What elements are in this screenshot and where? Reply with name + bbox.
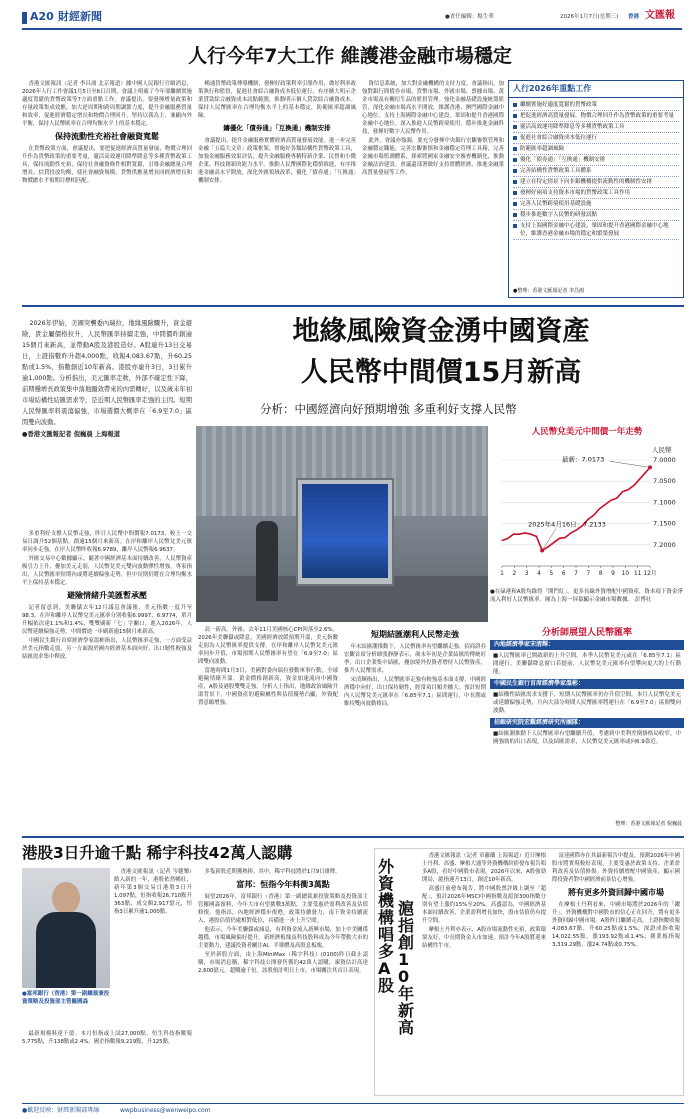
header-rule [22,28,682,30]
chart-point [501,540,502,541]
pboc-task-text: 建立在特定情景下向非銀機構提供流動性的機制性安排 [520,179,653,185]
analyst-box [490,626,684,830]
divider-1 [22,305,684,307]
analyst-view: ■結匯潮推動下人民幣匯率有望繼續升值，考慮到中美利差倒掛格局收窄，中國強勁的出口表現，以及結匯需求，人民幣兌美元匯率或向6.9靠近。 [493,731,681,745]
story2-body-col2 [198,626,338,830]
story2-body1d: 中國民生銀行首席經濟學家溫彬指出，人民幣匯率走強，一方面受益於美元指數走弱，另一方面源於國內經濟基本面向好、出口韌性較強及結匯需求集中釋放。 [22,638,192,660]
chart-x-tick: 5 [549,571,554,577]
story4-col2 [552,852,680,1092]
pboc-task-text: 防範匯率超調風險 [520,146,565,152]
story4-col1 [422,852,546,1092]
story1-col2b-text: 會議提出，提升金融服務實體經濟高質量發展效能。進一步完善金融「五篇大文章」政策框架，實施好各類結構性貨幣政策工具，加強金融服務效果評估，提升金融服務專精特新企業、民營和小微企業、科技創新的能力水平。推動人民幣國際化穩慎推進，有序推進金融高水平開放，深化外匯領域改革，優化「債券通」「互換通」機制安排。 [198,138,356,184]
chart-y-tick: 7.0000 [653,456,676,464]
story1-col3b-text: 此外，會議亦強調，要充分發揮中央銀行宏觀審慎管理和金融穩定職能，完善宏觀審慎和金融穩定管理工具箱，完善金融市場監測體系，探索將國家金融安全審查機制化，推動金融法治建設。會議還部署做好支持實體經濟、推進金融業高質量發展等工作。 [362,138,504,176]
chart-y-tick: 7.1500 [653,519,676,528]
chart-point [639,478,640,479]
issue-date: 2026年1月7日(星期三) [560,14,619,20]
bullet-icon [513,213,517,217]
pboc-task-text: 繼續實施好適度寬鬆的貨幣政策 [520,102,598,108]
pboc-task-item [513,133,679,144]
story3-photo-caption: ●富邦銀行（香港）第一副總裁兼投資策略及投資部主管羅國森 [22,991,110,1005]
chart-x-tick: 3 [524,571,529,577]
story3-subhead: 富邦：恒指今年料衝3萬點 [236,880,330,889]
chart-point [633,485,634,486]
chart-point [565,537,566,538]
story2-body-col3 [344,626,486,830]
rmb-chart [490,426,684,586]
chart-svg [490,438,684,586]
editor-credit: ●責任編輯：楊生華 [445,14,494,20]
chart-annotation-line [542,528,556,550]
pboc-task-text: 靈活高效運用降準降息等多種貨幣政策工具 [520,124,625,130]
chart-x-tick: 7 [574,571,578,577]
photo-caption: ●在碌港和A股均錄得「開門紅」。更多長線外資增配中國資產，資本項下資金淨流入利好人民幣匯率。圖為上海一屏幕顯示金融市場數據。 彭博社 [490,589,683,603]
chart-x-tick: 1 [500,571,504,577]
story1-subhead-2: 鑄優化「債券通」「互換通」機制安排 [223,124,331,132]
page-number: A20 [30,10,54,23]
chart-title: 人民幣兌美元中間價一年走勢 [531,427,643,437]
chart-y-tick: 7.2000 [653,540,676,549]
chart-point [536,536,537,537]
pboc-task-item [513,210,679,221]
story3-col1 [22,1030,192,1096]
bullet-icon [513,224,517,228]
chart-y-tick: 7.0500 [653,477,676,486]
chart-annotation-line [610,461,650,467]
story4-col1-text: 高盛日前發布報告，將中國股票評級上調至「超配」，預計2026年MSCI中國指數及滬深300指數分別有望上漲約15%至20%。高盛認為，中國經濟基本面持續改善，企業盈利增長加快，股市估值仍有提升空間。 [422,886,546,924]
pboc-task-text: 支持上海國際金融中心建設，鞏固和提升香港國際金融中心地位，維護香港金融市場的穩定和繁榮發展 [520,223,669,237]
chart-series-line [502,467,650,550]
pboc-task-text: 發揮好兩項支持資本市場的貨幣政策工具作用 [520,190,631,196]
pboc-task-text: 把促進經濟高質量發展、物價合理回升作為貨幣政策的重要考量 [520,113,675,119]
chart-point [593,515,594,516]
bullet-icon [513,114,517,118]
story3-col2-text: 至於新股方面，由上海MiniMax（稀宇科技）(0100)昨日截止認購，市場消息稱，稀宇科技公開發售獲約42萬人認購，凍資估計高達2,600億元，超購逾千倍。該股預計明日上市，市場關注其首日表現。 [198,952,368,974]
pboc-task-item [513,144,679,155]
story2-subtitle: 分析：中國經濟向好預期增強 多重利好支撐人民幣 [260,402,517,416]
story3-col1-text: 最新規模料達千億。本月恒指或上試27,000點。恒生科技指數報5,775點，升138點或2.4%。國企指數報9,219點，升125點。 [22,1031,192,1045]
chart-point [576,529,577,530]
story2-headline-1: 地緣風險資金湧中國資產 [292,316,590,347]
story4-headline-left: 外資機構唱多A股 [378,858,395,994]
analyst-box-rows [490,640,684,749]
chart-annotation-low: 2025年4月16日：7.2133 [528,520,606,529]
pboc-task-item [513,221,679,240]
chart-point [570,532,571,533]
pboc-task-item [513,111,679,122]
story4-col2-text: 富達國際亦在其最新報告中提及，預測2026年中國股市將實現較好表現，主要受惠於政策支持、企業盈利改善及估值修復。外資持續增配中國資產，顯示國際投資者對中國經濟前景信心增強。 [552,853,680,883]
story4-lead: 香港文匯報訊（記者 章蘿蘭 上海報道）近日摩根士丹利、高盛、摩根大通等外資機構紛紛發布報告唱多A股，看好中國股市表現。2026年以來，A股強勁開局，滬指連升13日，創近10年新高。 [422,853,546,883]
story3-col2 [198,868,368,1096]
photo-billboard-screen [302,484,388,578]
chart-low-marker [540,548,544,552]
story3-col2b-text: 多隻新股近期獲熱捧。其中，稀宇科技將於1月9日掛牌。 [204,869,341,875]
story1-col3-text: 資信息系統，加大對金融機構的支持力度。會議指出，加強對銀行間債券市場、貨幣市場、外匯市場、票據市場、黃金市場及有關衍生品的監督管理。強化金融基礎設施統籌監管，深化金融市場高水平開放，維護香港、澳門國際金融中心地位，支持上海國際金融中心建設，鞏固和提升香港國際金融中心地位。深入推進人民幣跨境使用，穩步推進金融科技，發揮好數字人民幣作用。 [362,81,504,135]
chart-point [559,538,560,539]
chart-point [513,534,514,535]
news-photo [196,426,488,622]
story2-lede-text: 2026年伊始，美國突襲委內瑞拉，地緣風險驟升，資金避險，貴金屬價格拉升，人民幣匯率持續走強，中間價昨創逾15個月來新高，並帶動A股及港股造好。A股連升13日交易日，上證指數昨升超4,000點，收報4,083.67點，升60.25點或1.5%，指數創近10年新高。港股亦連升3日，3日累升逾1,000點。分析指出，美元匯率走軟，外部不確定性下降，前期穩增長政策集中落地顯效帶來的內需轉好，以及歲末年初市場結構性結匯需求等，是近期人民幣匯率走強的主因。短期人民幣匯率料震蕩偏強，市場選價大概率在「6.9至7.0」區間雙向波動。 [22,320,192,426]
story2-lede [22,318,192,523]
pboc-task-text: 完善人民幣跨境使用基礎設施 [520,201,592,207]
pboc-task-item [513,188,679,199]
pboc-task-text: 促進社會綜合融資成本低位運行 [520,135,598,141]
pboc-task-text: 優化「債券通」「互換通」機制安排 [520,157,606,163]
analyst-name: 內地經濟學家宋清輝： [490,640,684,650]
chart-point [622,491,623,492]
bullet-icon [513,103,517,107]
story2-body3b: 宋清輝指出，人民幣匯率走強有較強基本面支撐，中國經濟穩中向好，出口保持韌性，經常項目順差擴大。預計短期內人民幣兌美元匯率在「6.85至7.1」區間運行，中長期或維持雙向波動格局。 [344,677,486,707]
story3-lead-text: 香港文匯報訊（記者 岑健樂）踏入新的一年，港股依然暢旺，新年第3個交易日港股3日升1,097點，恒指收報26,710點升363點，成交額2,917億元，恒指3日累升逾1,000點。 [114,869,192,915]
chart-point [610,500,611,501]
chart-x-tick: 4 [537,571,541,577]
story1-col1-text: 香港文匯報訊（記者 李昌鴻 北京報道）據中國人民銀行官網消息，2026年人行工作會議1月5日至6日召開，會議上明確了今年要繼續實施適度寬鬆的貨幣政策等7方面重點工作。會議提出，要發揮增量政策和存量政策集成效應，加大逆周期和跨周期調節力度，提升金融服務質量和效率，促進經濟穩定增長和物價合理回升，堅持以我為主、兼顧內外平衡，保持人民幣匯率在合理均衡水平上的基本穩定。 [22,81,192,127]
story2-subhead-b: 短期結匯潮利人民幣走強 [371,630,459,639]
chart-point [599,508,600,509]
story2-body3: 年末結匯潮推動下，人民幣匯率有望繼續走強。招商證券宏觀首席分析師張靜靜表示，歲末年初是企業結匯的傳統旺季，出口企業集中結匯，疊加境外投資者增持人民幣資產，推升人民幣需求。 [344,644,486,674]
story2-body2: 高一新高。外匯、去年11月美國核心CPI回落至2.6%。2026年美聯儲或降息，美國經濟放緩預期升溫，美元指數走弱為人民幣匯率提供支撐。在岸和離岸人民幣兌美元匯率同步升值，市場預期人民幣匯率有望在「6.9至7.0」區間雙向波動。 [198,627,338,665]
bullet-icon [513,202,517,206]
analyst-box-title: 分析師展望人民幣匯率 [541,628,632,638]
pboc-task-text: 穩步推進數字人民幣的研發試點 [520,212,598,218]
pboc-tasks-title: 人行2026年重點工作 [509,81,683,98]
footer-rule [22,1103,684,1104]
pboc-task-text: 完善結構性貨幣政策工具體系 [520,168,592,174]
page-header [0,0,700,34]
photo-head [52,882,80,914]
pboc-task-item [513,100,679,111]
chart-x-tick: 7 [586,571,591,577]
bullet-icon [513,191,517,195]
chart-x-tick: 12月 [643,571,657,577]
story3-photo [22,868,110,988]
bullet-icon [513,180,517,184]
header-left-bar [22,12,27,24]
chart-point [616,498,617,499]
chart-y-tick: 7.1000 [653,498,676,507]
story4-col2b-text: 在摩根士丹利看來，中國市場將於2026年的「躍升」，外資機構對中國股市的信心正在回升，將有更多外資回歸中國市場。A股昨日繼續走高，上證指數收報4,083.67點，升60.25點或1.5%；深證成指收報14,022.55點，漲193.92點或1.4%；創業板指報3,319.29點，漲24.74點或0.75%。 [552,902,680,948]
story2-body2b: 當地時間1月3日，美國對委內瑞拉發動軍事行動，全球避險情緒升溫，黃金價格創新高，資金加速流向中國資產，A股及港股雙雙走強。分析人士指出，地緣政治風險升溫背景下，中國資產的避險屬性與估值優勢凸顯，外資配置意願增強。 [198,668,338,706]
story2-lede-credit: ●香港文匯報記者 倪巍晨 上海報道 [22,431,121,438]
pboc-task-item [513,199,679,210]
chart-x-tick: 10 [621,571,630,577]
chart-point [530,534,531,535]
chart-x-tick: 8 [598,571,603,577]
pboc-task-item [513,155,679,166]
bullet-icon [513,125,517,129]
analyst-view: ■人民幣匯率已開啟新的上升空間。本季人民幣兌美元或在「6.85至7.1」區間運行，美聯儲降息窗口若提前，人民幣兌美元匯率有望攀向更大的上行動能。 [493,653,681,675]
story3-lead [114,868,192,1028]
story4-subhead: 將有更多外資回歸中國市場 [568,888,664,897]
paper-logo: 文匯報 [645,10,675,21]
story1-col1 [22,80,192,298]
story1-col3 [362,80,504,298]
chart-point [553,542,554,543]
bullet-icon [513,136,517,140]
chart-x-tick: 9 [611,571,615,577]
chart-point [507,538,508,539]
chart-point [524,532,525,533]
chart-point [605,504,606,505]
pboc-tasks-box [508,80,684,298]
chart-point [628,489,629,490]
story1-headline: 人行今年7大工作 維護港金融市場穩定 [188,45,512,67]
story4-headline-right: 滬指創10年新高 [398,900,415,1036]
chart-y-unit: 人民幣 [652,446,672,454]
story1-col2-text: 暢通貨幣政策傳導機制，發揮好政策利率引導作用，做好利率政策執行和監督，促進社會綜合融資成本低位運行。有序擴大明示企業貸款綜合融資成本試點範圍，推動明示個人貸款綜合融資成本。保持人民幣匯率在合理均衡水平上的基本穩定，防範匯率超調風險。 [198,81,356,119]
chart-annotation-latest: 最新：7.0173 [562,455,605,464]
story1-subhead-1: 保持流動性充裕社會融資寬鬆 [55,132,159,141]
pboc-tasks-list [509,98,683,242]
story2-body1b: 外匯交易中心數據顯示，隨著中國經濟基本面持續改善，人民幣資產吸引力上升，疊加美元走弱，人民幣兌美元雙向波動彈性增強。專家指出，人民幣匯率短期內或將延續偏強走勢，但中長期仍將在合理均衡水平上保持基本穩定。 [22,556,192,586]
chart-x-tick: 6 [561,571,566,577]
story3-col3-text: 展望2026年，富邦銀行（香港）第一副總裁兼投資策略及投資部主管羅國森預料，今年大市有望挑戰3萬點，主要受惠於盈利改善及估值修復。他指出，內地經濟穩步復甦，政策持續發力，南下資金持續流入，港股估值仍處相對低位，具備進一步上升空間。 [198,894,368,924]
pboc-task-item [513,122,679,133]
story2-body1c: 記者留意到，美聯儲去年12月議息會議後，美元指數一度升至98.3，在岸和離岸人民幣兌美元匯率分別收報6.9997、6.9774，單月升幅依次達1.1%和1.4%，雙雙刷新「七」字關口。進入2026年，人民幣延續偏強走勢，中間價進一步刷新逾15個月來新高。 [22,605,192,635]
pboc-task-item [513,166,679,177]
bullet-icon [513,147,517,151]
chart-point [645,472,646,473]
story4-col1b-text: 摩根士丹利亦表示，A股市場流動性充裕，政策環境友好，中長期資金入市加速，預計今年A股將迎來結構性牛市。 [422,927,546,949]
paper-region: 香港 [628,14,640,20]
section-name: 財經新聞 [58,10,102,23]
pboc-tasks-credit: ●整理：香港文匯報記者 李昌鴻 [513,288,584,294]
bullet-icon [513,169,517,173]
footer-email: wwpbusiness@wenweipo.com [120,1107,211,1114]
photo-suit [36,912,96,988]
story2-body1: 多重利好支撐人民幣走強，昨日人民幣中間價報7.0173，較上一交易日調升52個基點，創逾15個月來新高。在岸和離岸人民幣兌美元匯率同步走強，在岸人民幣昨收報6.9789，離岸人民幣報6.9637。 [22,531,192,553]
chart-point [519,534,520,535]
footer-text: ●歡迎反映：財經新聞部專線 [22,1107,100,1114]
photo-person [256,521,278,601]
chart-x-tick: 2 [512,571,517,577]
story3-headline: 港股3日升逾千點 稀宇科技42萬人認購 [22,844,293,862]
analyst-name: 中國民生銀行首席經濟學家溫彬： [490,679,684,689]
analyst-name: 招銀研究院宏觀經濟研究所團隊： [490,718,684,728]
pboc-task-item [513,177,679,188]
divider-2 [22,836,684,838]
story1-col1b-text: 在貨幣政策方面，會議提出，要把促進經濟高質量發展、物價合理回升作為貨幣政策的重要考量，靈活高效運用降準降息等多種貨幣政策工具，保持流動性充裕，保持社會融資條件相對寬鬆，引導金融總量合理增長、信貸投放均衡，使社會融資規模、貨幣供應量增長同經濟增長和物價總水平預期目標相匹配。 [22,146,192,184]
chart-point [547,546,548,547]
story2-subhead-a: 避險情緒升美匯暫承壓 [67,591,147,600]
analyst-box-credit: 整理：香港文匯報記者 倪巍晨 [615,821,682,827]
analyst-view: ■結構性結匯需求支撐下，短期人民幣匯率仍存升值空間。本月人民幣兌美元或延續偏強走勢，月內大部分時間人民幣匯率將運行在「6.9至7.0」區間雙向波動。 [493,692,681,714]
story3-col3b-text: 他表示，今年美聯儲或減息，有利資金流入新興市場，加上中美關係趨穩，市場風險偏好提升。新經濟板塊及科技股料成為今年帶動大市的主要動力，建議投資者關注AI、半導體及高股息板塊。 [198,927,368,949]
story2-body-col1 [22,530,192,830]
chart-x-tick: 11 [633,571,642,577]
story2-headline-2: 人民幣中間價15月新高 [300,357,582,388]
story1-col2 [198,80,356,298]
bullet-icon [513,158,517,162]
